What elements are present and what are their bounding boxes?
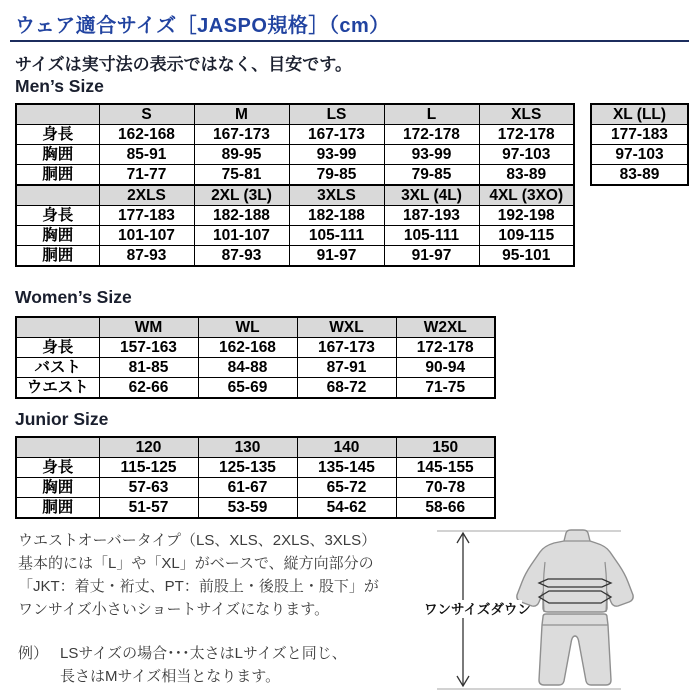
column-header-cell bbox=[16, 437, 99, 458]
example-note bbox=[18, 642, 347, 688]
size-value-cell: 177-183 bbox=[591, 125, 688, 145]
column-header-cell: 130 bbox=[198, 437, 297, 458]
size-value-cell: 101-107 bbox=[99, 226, 194, 246]
table-row bbox=[16, 165, 574, 186]
page-title: ウェア適合サイズ［JASPO規格］（cm） bbox=[15, 15, 390, 37]
size-value-cell: 93-99 bbox=[289, 145, 384, 165]
column-header-cell: 140 bbox=[297, 437, 396, 458]
column-header-cell: 2XLS bbox=[99, 185, 194, 206]
note-line: ワンサイズ小さいショートサイズになります。 bbox=[18, 601, 330, 618]
column-header-cell: W2XL bbox=[396, 317, 495, 338]
table-row bbox=[16, 338, 495, 358]
example-line: LSサイズの場合･･･太さはLサイズと同じ、 bbox=[60, 645, 347, 662]
size-value-cell: 79-85 bbox=[289, 165, 384, 186]
table-header-row bbox=[16, 437, 495, 458]
junior-size-heading: Junior Size bbox=[15, 409, 109, 429]
table-row bbox=[16, 206, 574, 226]
size-value-cell: 167-173 bbox=[289, 125, 384, 145]
notes-text bbox=[18, 529, 379, 621]
row-label-cell: 身長 bbox=[16, 338, 99, 358]
size-value-cell: 90-94 bbox=[396, 358, 495, 378]
size-value-cell: 167-173 bbox=[194, 125, 289, 145]
column-header-cell: 4XL (3XO) bbox=[479, 185, 574, 206]
table-row bbox=[16, 378, 495, 399]
column-header-cell: 150 bbox=[396, 437, 495, 458]
size-value-cell: 97-103 bbox=[591, 145, 688, 165]
size-value-cell: 187-193 bbox=[384, 206, 479, 226]
size-value-cell: 62-66 bbox=[99, 378, 198, 399]
example-lines bbox=[60, 642, 347, 688]
size-value-cell: 145-155 bbox=[396, 458, 495, 478]
size-value-cell: 51-57 bbox=[99, 498, 198, 519]
size-value-cell: 125-135 bbox=[198, 458, 297, 478]
size-value-cell: 162-168 bbox=[99, 125, 194, 145]
size-value-cell: 95-101 bbox=[479, 246, 574, 267]
row-label-cell: 胴囲 bbox=[16, 246, 99, 267]
size-value-cell: 58-66 bbox=[396, 498, 495, 519]
size-value-cell: 115-125 bbox=[99, 458, 198, 478]
column-header-cell: XL (LL) bbox=[591, 104, 688, 125]
row-label-cell: 胸囲 bbox=[16, 226, 99, 246]
size-value-cell: 157-163 bbox=[99, 338, 198, 358]
note-line: 基本的には「L」や「XL」がベースで、縦方向部分の bbox=[18, 555, 374, 572]
size-value-cell: 172-178 bbox=[396, 338, 495, 358]
table-row bbox=[16, 246, 574, 267]
column-header-cell: 2XL (3L) bbox=[194, 185, 289, 206]
size-value-cell: 83-89 bbox=[479, 165, 574, 186]
row-label-cell: 身長 bbox=[16, 206, 99, 226]
row-label-cell: 胴囲 bbox=[16, 498, 99, 519]
size-value-cell: 105-111 bbox=[384, 226, 479, 246]
size-value-cell: 81-85 bbox=[99, 358, 198, 378]
table-row bbox=[591, 165, 688, 186]
size-value-cell: 54-62 bbox=[297, 498, 396, 519]
table-row bbox=[16, 478, 495, 498]
column-header-cell: M bbox=[194, 104, 289, 125]
size-value-cell: 167-173 bbox=[297, 338, 396, 358]
size-value-cell: 57-63 bbox=[99, 478, 198, 498]
row-label-cell: バスト bbox=[16, 358, 99, 378]
row-label-cell: 身長 bbox=[16, 125, 99, 145]
column-header-cell: 3XL (4L) bbox=[384, 185, 479, 206]
column-header-cell: LS bbox=[289, 104, 384, 125]
column-header-cell: 120 bbox=[99, 437, 198, 458]
size-value-cell: 93-99 bbox=[384, 145, 479, 165]
size-value-cell: 182-188 bbox=[289, 206, 384, 226]
size-value-cell: 89-95 bbox=[194, 145, 289, 165]
subtitle-note: サイズは実寸法の表示ではなく、目安です。 bbox=[15, 55, 352, 74]
table-header-row bbox=[591, 104, 688, 125]
table-header-row bbox=[16, 104, 574, 125]
size-value-cell: 65-72 bbox=[297, 478, 396, 498]
size-value-cell: 87-93 bbox=[194, 246, 289, 267]
size-value-cell: 83-89 bbox=[591, 165, 688, 186]
example-label: 例） bbox=[18, 645, 49, 662]
size-value-cell: 182-188 bbox=[194, 206, 289, 226]
size-value-cell: 87-93 bbox=[99, 246, 194, 267]
column-header-cell: WL bbox=[198, 317, 297, 338]
size-value-cell: 172-178 bbox=[384, 125, 479, 145]
size-value-cell: 105-111 bbox=[289, 226, 384, 246]
size-value-cell: 71-77 bbox=[99, 165, 194, 186]
column-header-cell: WXL bbox=[297, 317, 396, 338]
table-header-row bbox=[16, 185, 574, 206]
column-header-cell bbox=[16, 185, 99, 206]
size-value-cell: 109-115 bbox=[479, 226, 574, 246]
table-header-row bbox=[16, 317, 495, 338]
size-value-cell: 75-81 bbox=[194, 165, 289, 186]
title-divider bbox=[10, 40, 689, 42]
example-line: 長さはMサイズ相当となります。 bbox=[60, 668, 281, 685]
size-value-cell: 101-107 bbox=[194, 226, 289, 246]
column-header-cell: 3XLS bbox=[289, 185, 384, 206]
mens-size-heading: Men’s Size bbox=[15, 76, 104, 96]
size-value-cell: 85-91 bbox=[99, 145, 194, 165]
size-value-cell: 53-59 bbox=[198, 498, 297, 519]
clothing-silhouette-icon bbox=[517, 530, 633, 685]
size-value-cell: 177-183 bbox=[99, 206, 194, 226]
column-header-cell bbox=[16, 104, 99, 125]
one-size-down-label: ワンサイズダウン bbox=[424, 602, 531, 617]
size-value-cell: 70-78 bbox=[396, 478, 495, 498]
womens-size-heading: Women’s Size bbox=[15, 287, 132, 307]
note-line: ウエストオーバータイプ（LS、XLS、2XLS、3XLS） bbox=[18, 532, 377, 549]
womens-size-table bbox=[15, 316, 496, 399]
table-row bbox=[16, 226, 574, 246]
size-value-cell: 192-198 bbox=[479, 206, 574, 226]
size-value-cell: 91-97 bbox=[384, 246, 479, 267]
table-row bbox=[591, 125, 688, 145]
table-row bbox=[16, 458, 495, 478]
size-value-cell: 91-97 bbox=[289, 246, 384, 267]
column-header-cell: XLS bbox=[479, 104, 574, 125]
size-value-cell: 65-69 bbox=[198, 378, 297, 399]
junior-size-table bbox=[15, 436, 496, 519]
table-row bbox=[16, 125, 574, 145]
column-header-cell: S bbox=[99, 104, 194, 125]
column-header-cell: L bbox=[384, 104, 479, 125]
row-label-cell: 身長 bbox=[16, 458, 99, 478]
size-value-cell: 135-145 bbox=[297, 458, 396, 478]
size-value-cell: 79-85 bbox=[384, 165, 479, 186]
size-value-cell: 172-178 bbox=[479, 125, 574, 145]
size-diagram bbox=[420, 524, 690, 696]
mens-xl-column-table bbox=[590, 103, 689, 186]
column-header-cell: WM bbox=[99, 317, 198, 338]
size-value-cell: 84-88 bbox=[198, 358, 297, 378]
size-value-cell: 162-168 bbox=[198, 338, 297, 358]
row-label-cell: 胴囲 bbox=[16, 165, 99, 186]
row-label-cell: ウエスト bbox=[16, 378, 99, 399]
size-value-cell: 71-75 bbox=[396, 378, 495, 399]
size-value-cell: 87-91 bbox=[297, 358, 396, 378]
row-label-cell: 胸囲 bbox=[16, 478, 99, 498]
table-row bbox=[16, 145, 574, 165]
note-line: 「JKT：着丈・裄丈、PT：前股上・後股上・股下」が bbox=[18, 578, 379, 595]
size-value-cell: 97-103 bbox=[479, 145, 574, 165]
row-label-cell: 胸囲 bbox=[16, 145, 99, 165]
mens-size-table bbox=[15, 103, 575, 267]
table-row bbox=[16, 358, 495, 378]
column-header-cell bbox=[16, 317, 99, 338]
size-value-cell: 61-67 bbox=[198, 478, 297, 498]
table-row bbox=[591, 145, 688, 165]
table-row bbox=[16, 498, 495, 519]
size-value-cell: 68-72 bbox=[297, 378, 396, 399]
